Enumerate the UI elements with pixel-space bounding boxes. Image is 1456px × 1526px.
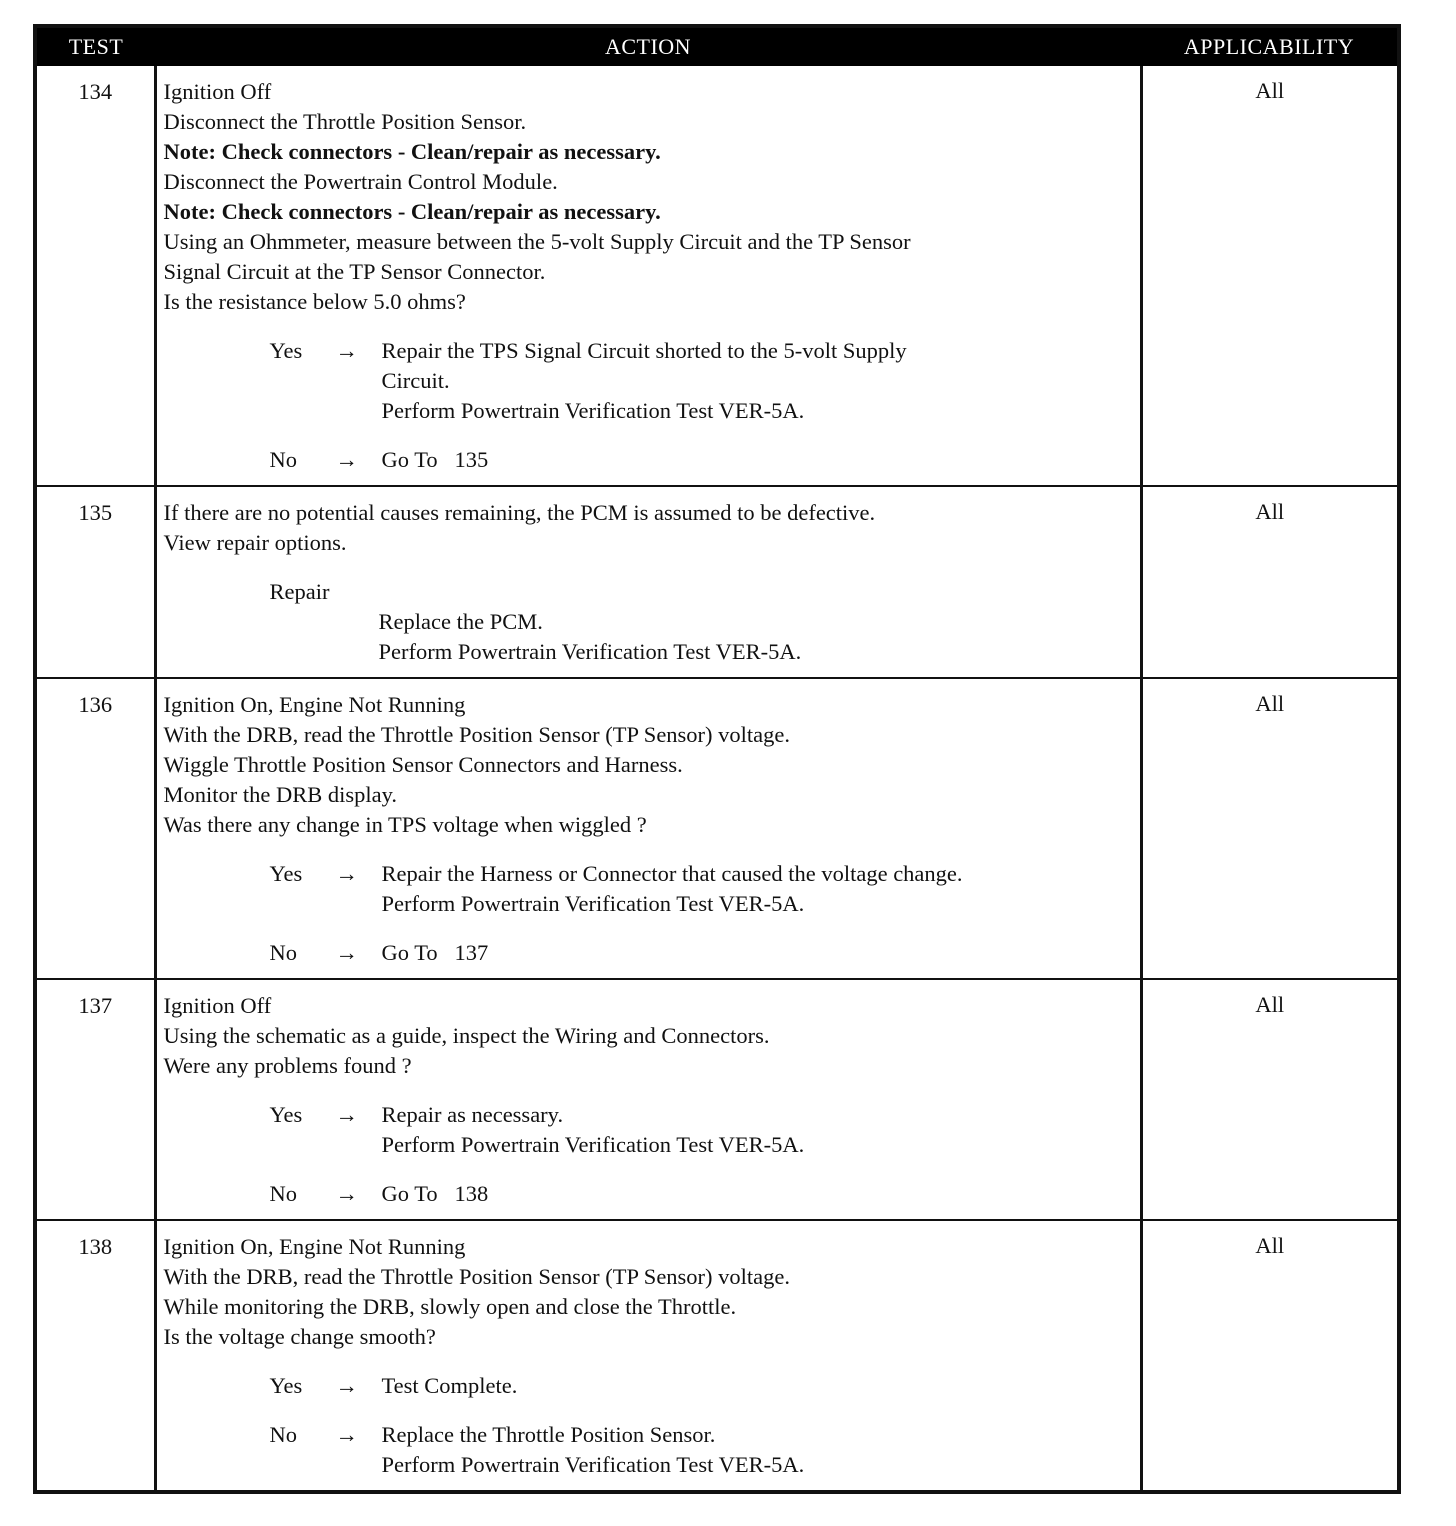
- step-text: Was there any change in TPS voltage when wiggled ?: [163, 812, 647, 837]
- outcome-yes: [270, 859, 1130, 919]
- outcome-result: [382, 1100, 1130, 1160]
- outcome-label: Yes: [269, 1102, 303, 1127]
- note-text: Note: Check connectors - Clean/repair as necessary.: [163, 139, 661, 164]
- test-number: 134: [35, 66, 155, 486]
- table-row: [35, 678, 1399, 979]
- outcome-label: No: [269, 1422, 297, 1447]
- right-arrow-icon: →: [335, 1373, 358, 1398]
- applicability-value: All: [1141, 678, 1399, 979]
- action-cell: [155, 1220, 1141, 1492]
- applicability-value: All: [1141, 486, 1399, 678]
- test-number: 137: [35, 979, 155, 1220]
- outcome-label: No: [269, 940, 297, 965]
- outcome-label: Yes: [269, 1373, 303, 1398]
- result-line: Repair the TPS Signal Circuit shorted to the 5-volt Supply: [381, 338, 907, 363]
- right-arrow-icon: →: [335, 338, 358, 363]
- step-text: Monitor the DRB display.: [163, 782, 398, 807]
- repair-step: Replace the PCM.: [378, 609, 543, 634]
- step-text: Using the schematic as a guide, inspect the Wiring and Connectors.: [163, 1023, 770, 1048]
- step-text: Is the resistance below 5.0 ohms?: [163, 289, 466, 314]
- step-text: Wiggle Throttle Position Sensor Connectors and Harness.: [163, 752, 683, 777]
- right-arrow-icon: →: [335, 1422, 358, 1447]
- result-line: Perform Powertrain Verification Test VER-5A.: [381, 891, 805, 916]
- step-text: With the DRB, read the Throttle Position Sensor (TP Sensor) voltage.: [163, 722, 791, 747]
- right-arrow-icon: →: [335, 940, 358, 965]
- header-applicability: APPLICABILITY: [1141, 26, 1399, 66]
- right-arrow-icon: →: [335, 447, 358, 472]
- outcome-no: [270, 938, 1130, 968]
- step-text: Disconnect the Powertrain Control Module.: [163, 169, 558, 194]
- action-cell: [155, 979, 1141, 1220]
- test-number: 135: [35, 486, 155, 678]
- applicability-value: All: [1141, 979, 1399, 1220]
- repair-label: Repair: [269, 579, 330, 604]
- step-text: Ignition On, Engine Not Running: [163, 692, 466, 717]
- outcome-result: [382, 1420, 1130, 1480]
- outcome-result: [382, 445, 1130, 475]
- outcome-result: [382, 938, 1130, 968]
- step-text: Ignition Off: [163, 79, 272, 104]
- outcome-result: [382, 1179, 1130, 1209]
- result-line: Repair the Harness or Connector that caused the voltage change.: [381, 861, 963, 886]
- result-line: Perform Powertrain Verification Test VER-5A.: [381, 398, 805, 423]
- test-number: 138: [35, 1220, 155, 1492]
- table-row: [35, 979, 1399, 1220]
- outcome-label: Yes: [269, 861, 303, 886]
- table-row: [35, 1220, 1399, 1492]
- right-arrow-icon: →: [335, 1181, 358, 1206]
- step-text: Disconnect the Throttle Position Sensor.: [163, 109, 527, 134]
- step-text: Using an Ohmmeter, measure between the 5-volt Supply Circuit and the TP Sensor: [163, 229, 911, 254]
- step-text: While monitoring the DRB, slowly open and close the Throttle.: [163, 1294, 737, 1319]
- result-line: Go To 138: [381, 1181, 489, 1206]
- outcome-yes: [270, 336, 1130, 426]
- table-row: [35, 66, 1399, 486]
- action-cell: [155, 678, 1141, 979]
- result-line: Perform Powertrain Verification Test VER-5A.: [381, 1132, 805, 1157]
- result-line: Perform Powertrain Verification Test VER-5A.: [381, 1452, 805, 1477]
- outcome-yes: [270, 1100, 1130, 1160]
- outcome-result: [382, 336, 1130, 426]
- outcome-result: [382, 1371, 1130, 1401]
- action-cell: [155, 66, 1141, 486]
- step-text: Were any problems found ?: [163, 1053, 412, 1078]
- result-line: Circuit.: [381, 368, 450, 393]
- step-text: Ignition Off: [163, 993, 272, 1018]
- outcome-label: No: [269, 1181, 297, 1206]
- note-text: Note: Check connectors - Clean/repair as necessary.: [163, 199, 661, 224]
- table-body: [35, 66, 1399, 1492]
- result-line: Repair as necessary.: [381, 1102, 564, 1127]
- step-text: Signal Circuit at the TP Sensor Connector.: [163, 259, 546, 284]
- outcome-yes: [270, 1371, 1130, 1401]
- table-row: [35, 486, 1399, 678]
- outcome-no: [270, 1179, 1130, 1209]
- outcome-no: [270, 445, 1130, 475]
- header-action: ACTION: [155, 26, 1141, 66]
- repair-steps: [379, 607, 1130, 667]
- repair-step: Perform Powertrain Verification Test VER-5A.: [378, 639, 802, 664]
- result-line: Replace the Throttle Position Sensor.: [381, 1422, 716, 1447]
- outcome-result: [382, 859, 1130, 919]
- step-text: Ignition On, Engine Not Running: [163, 1234, 466, 1259]
- outcome-label: Yes: [269, 338, 303, 363]
- step-text: If there are no potential causes remaining, the PCM is assumed to be defective.: [163, 500, 876, 525]
- outcome-label: No: [269, 447, 297, 472]
- table-header-row: [35, 26, 1399, 66]
- test-number: 136: [35, 678, 155, 979]
- result-line: Test Complete.: [381, 1373, 518, 1398]
- step-text: With the DRB, read the Throttle Position Sensor (TP Sensor) voltage.: [163, 1264, 791, 1289]
- applicability-value: All: [1141, 66, 1399, 486]
- header-test: TEST: [35, 26, 155, 66]
- diagnostic-test-table: [33, 24, 1401, 1494]
- step-text: View repair options.: [163, 530, 347, 555]
- action-cell: [155, 486, 1141, 678]
- result-line: Go To 137: [381, 940, 489, 965]
- result-line: Go To 135: [381, 447, 489, 472]
- right-arrow-icon: →: [335, 861, 358, 886]
- outcome-no: [270, 1420, 1130, 1480]
- step-text: Is the voltage change smooth?: [163, 1324, 436, 1349]
- right-arrow-icon: →: [335, 1102, 358, 1127]
- applicability-value: All: [1141, 1220, 1399, 1492]
